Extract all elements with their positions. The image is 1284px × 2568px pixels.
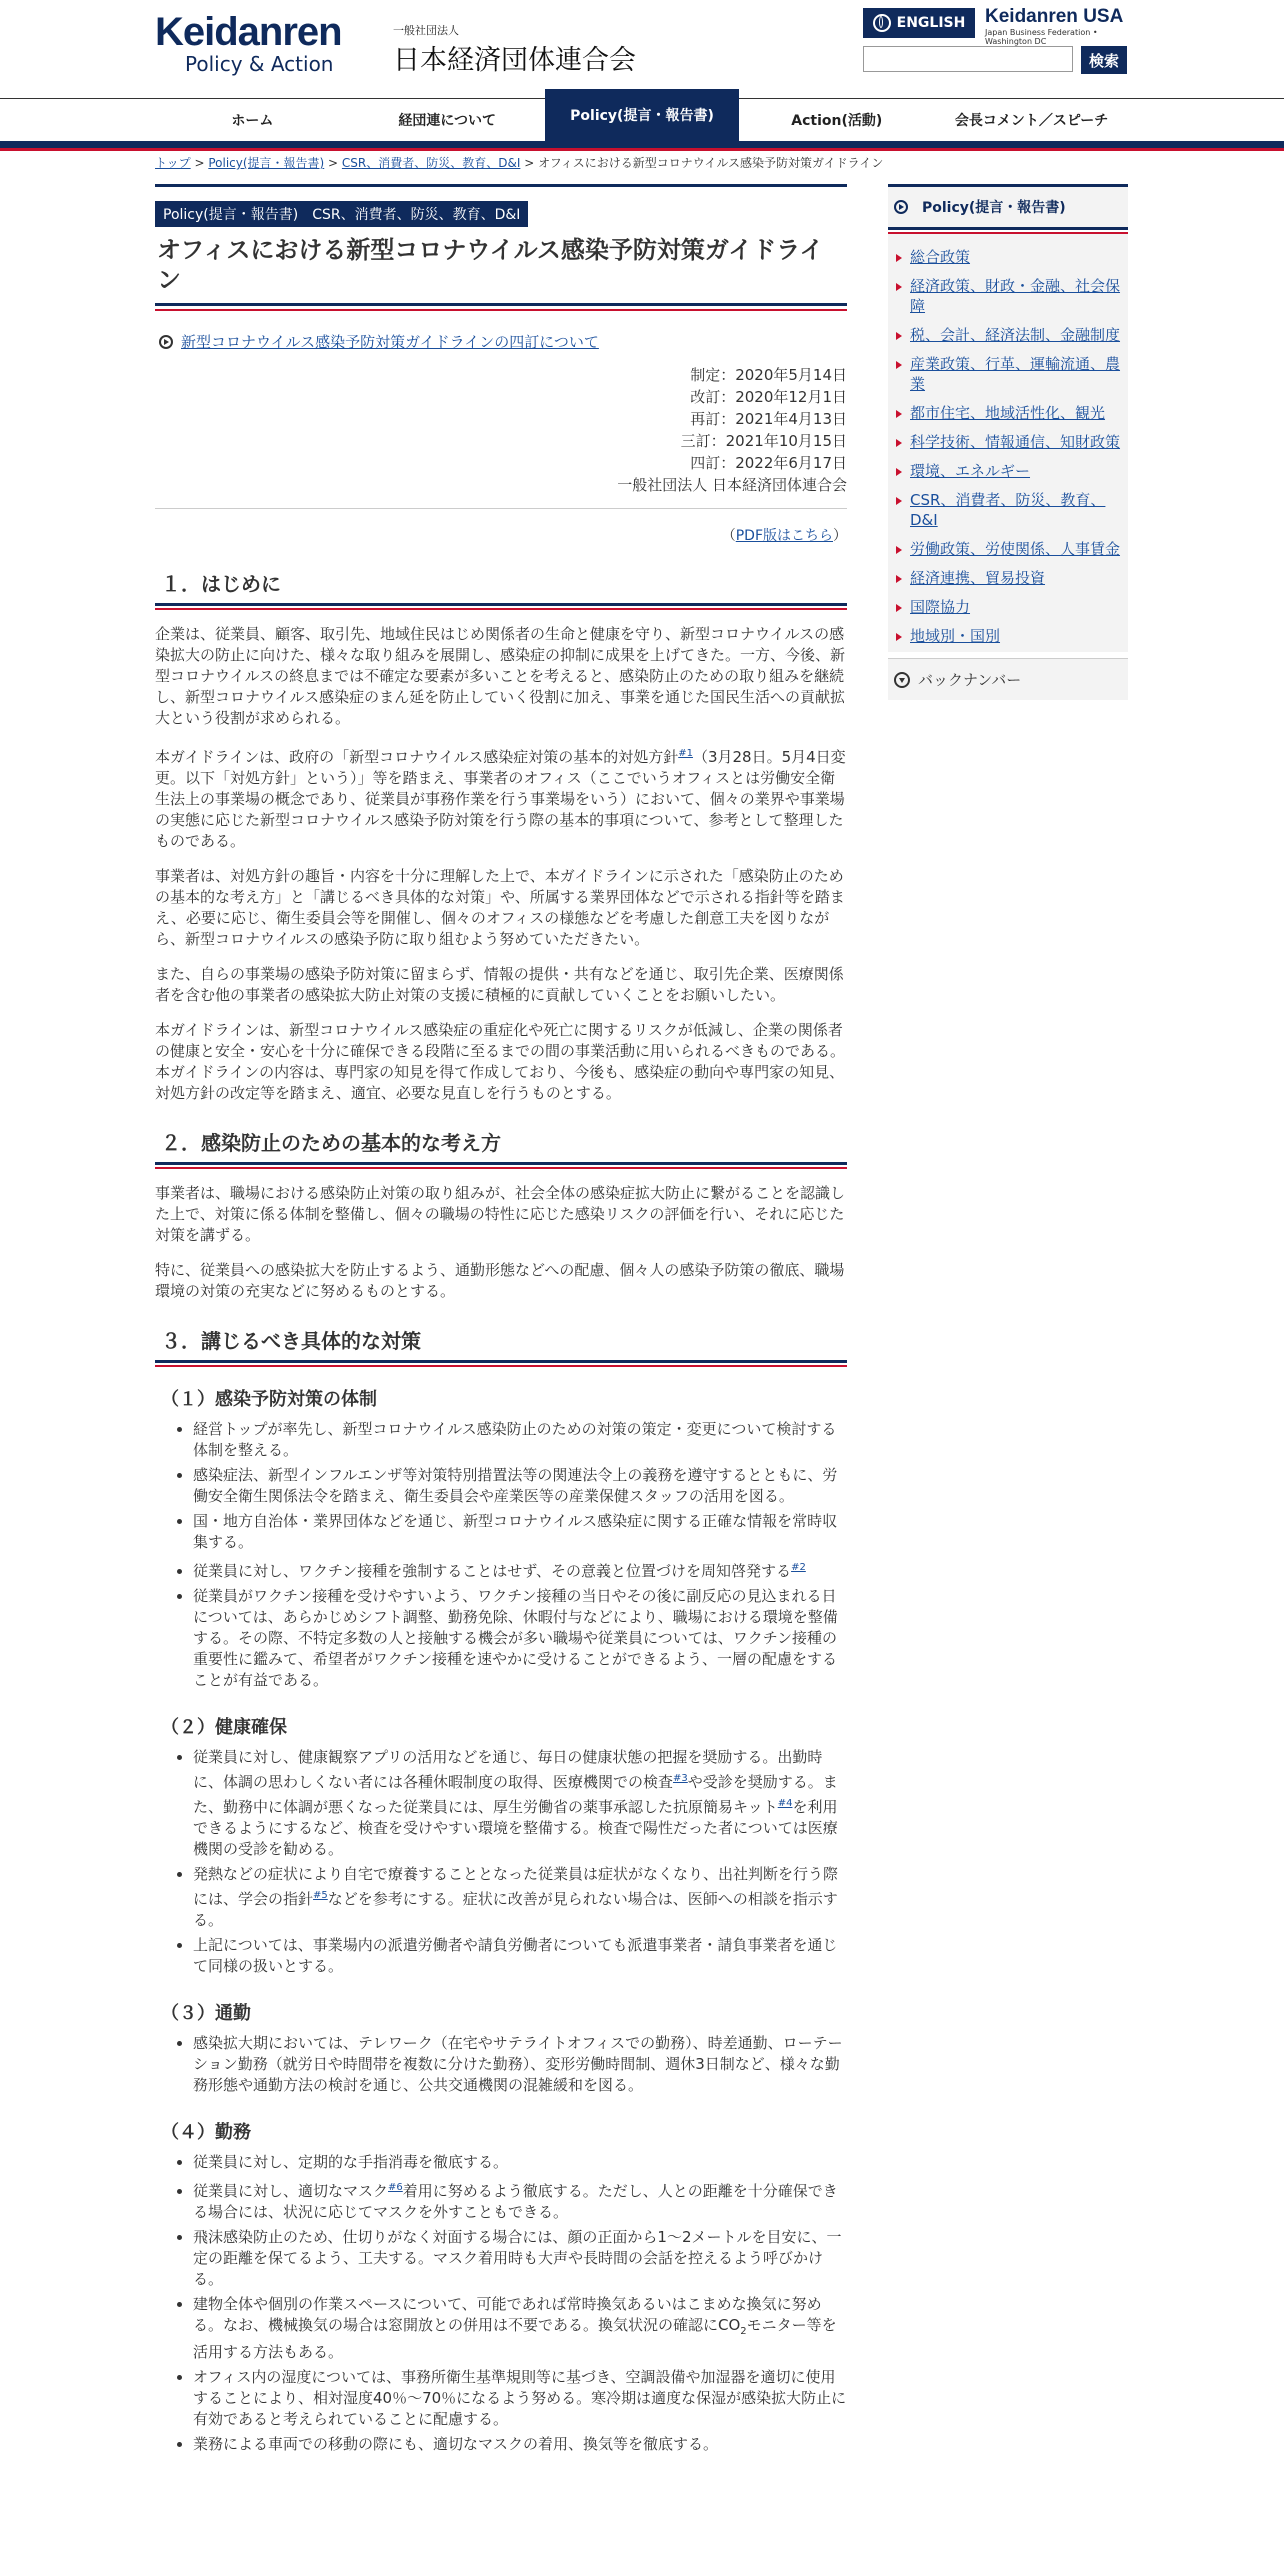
list-item: • 経営トップが率先し、新型コロナウイルス感染防止のための対策の策定・変更について検討する体制を整える。 [193,1419,847,1461]
header [155,0,1129,98]
sidebar-title[interactable]: Policy(提言・報告書) [888,184,1128,227]
section-1-title: １．はじめに [161,572,281,596]
page-title: オフィスにおける新型コロナウイルス感染予防対策ガイドライン [157,236,824,294]
jp-logo-big: 日本経済団体連合会 [393,45,636,76]
triangle-bullet-icon [896,546,902,554]
triangle-bullet-icon [896,410,902,418]
breadcrumb-policy[interactable]: Policy(提言・報告書) [208,156,325,170]
dates-block [155,364,847,496]
main-content [155,184,847,2467]
list-item: • 業務による車両での移動の際にも、適切なマスクの着用、換気等を徹底する。 [193,2434,847,2455]
list-item: • 従業員に対し、健康観察アプリの活用などを通じ、毎日の健康状態の把握を奨励する。出勤時に、体調の思わしくない者には各種休暇制度の取得、医療機関での検査$^{\#3}$や受診を奨励する。また、勤務中に体調が悪くなった従業員には、厚生労働省の薬事承認した抗原簡易キット$^{\#4}$を利用できるようにするなど、検査を受けやすい環境を整備する。検査で陽性だった者については医療機関の受診を勧める。 [193,1747,847,1860]
list-item: • オフィス内の湿度については、事務所衛生基準規則等に基づき、空調設備や加湿器を適切に使用することにより、相対湿度40％～70％になるよう努める。寒冷期は適度な保湿が感染拡大防止に有効であると考えられていることに配慮する。 [193,2367,847,2430]
sidebar-item[interactable]: 地域別・国別 [888,623,1128,652]
search-button[interactable]: 検索 [1081,46,1127,74]
triangle-bullet-icon [896,633,902,641]
backnumber-button[interactable]: バックナンバー [888,658,1128,700]
sidebar-item[interactable]: CSR、消費者、防災、教育、D&I [888,487,1128,536]
keidanren-logo[interactable] [155,12,342,76]
sidebar-item[interactable]: 税、会計、経済法制、金融制度 [888,322,1128,351]
paragraph: 企業は、従業員、顧客、取引先、地域住民はじめ関係者の生命と健康を守り、新型コロナウイルスの感染拡大の防止に向けた、様々な取り組みを展開し、感染症の抑制に成果を上げてきた。一方、今後、新型コロナウイルスの終息までは不確定な要素が多いことを考えると、感染防止のための取り組みを継続し、新型コロナウイルス感染症のまん延を防止していく役割に加え、事業を通じた国民生活への貢献拡大という役割が求められる。 [155,625,846,727]
sidebar-item[interactable]: 都市住宅、地域活性化、観光 [888,400,1128,429]
pdf-link[interactable]: PDF版はこちら [735,528,833,544]
nav-policy[interactable]: Policy(提言・報告書) [545,89,740,141]
list [155,1747,847,1977]
paragraph: 特に、従業員への感染拡大を防止するよう、通勤形態などへの配慮、個々人の感染予防策の徹底、職場環境の対策の充実などに努めるものとする。 [155,1261,845,1300]
triangle-bullet-icon [896,361,902,369]
date-revised-1: 改訂：2020年12月1日 [690,388,847,406]
globe-icon [873,14,891,32]
revision-link[interactable]: 新型コロナウイルス感染予防対策ガイドラインの四訂について [181,333,599,351]
sidebar-item[interactable]: 労働政策、労使関係、人事賃金 [888,536,1128,565]
sidebar-item[interactable]: 総合政策 [888,244,1128,273]
date-revised-3: 三訂：2021年10月15日 [680,432,847,450]
paragraph: 本ガイドラインは、政府の「新型コロナウイルス感染症対策の基本的対処方針$^{\#1}$（3月28日。5月4日変更。以下「対処方針」という）」等を踏まえ、事業者のオフィス（ここでいうオフィスとは労働安全衛生法上の事業場の概念であり、従業員が事務作業を行う事業場をいう）において、個々の業界や事業場の実態に応じた新型コロナウイルス感染予防対策を行う際の基本的事項について、参考として整理したものである。 [155,748,846,850]
breadcrumb: トップ > Policy(提言・報告書) > CSR、消費者、防災、教育、D&I > オフィスにおける新型コロナウイルス感染予防対策ガイドライン [155,156,884,170]
breadcrumb-csr[interactable]: CSR、消費者、防災、教育、D&I [341,156,521,170]
breadcrumb-top[interactable]: トップ [155,156,191,170]
list-item: • 建物全体や個別の作業スペースについて、可能であれば常時換気あるいはこまめな換気に努める。なお、機械換気の場合は窓開放との併用は不要である。換気状況の確認に$CO_2$モニター等を活用する方法もある。 [193,2294,847,2363]
pdf-row: （PDF版はこちら） [721,528,847,544]
triangle-bullet-icon [896,439,902,447]
usa-title: Keidanren USA [985,6,1124,27]
paragraph: 本ガイドラインは、新型コロナウイルス感染症の重症化や死亡に関するリスクが低減し、企業の関係者の健康と安全・安心を十分に確保できる段階に至るまでの間の事業活動に用いられるべきものである。本ガイドラインの内容は、専門家の知見を得て作成しており、今後も、感染症の動向や専門家の知見、対処方針の改定等を踏まえ、適宜、必要な見直しを行うものとする。 [155,1021,846,1102]
list-item: • 発熱などの症状により自宅で療養することとなった従業員は症状がなくなり、出社判断を行う際には、学会の指針$^{\#5}$などを参考にする。症状に改善が見られない場合は、医師への相談を指示する。 [193,1864,847,1931]
list-item: • 従業員に対し、ワクチン接種を強制することはせず、その意義と位置づけを周知啓発する$^{\#2}$ [193,1557,847,1582]
nav-home[interactable]: ホーム [231,113,274,129]
date-revised-4: 四訂：2022年6月17日 [690,454,847,472]
author: 一般社団法人 日本経済団体連合会 [617,476,847,494]
jp-logo-small: 一般社団法人 [393,24,459,37]
triangle-bullet-icon [896,575,902,583]
nav-about[interactable]: 経団連について [398,113,497,129]
footnote-link[interactable]: #1 [678,748,693,759]
list-item: • 従業員に対し、定期的な手指消毒を徹底する。 [193,2152,847,2173]
triangle-bullet-icon [896,254,902,262]
triangle-bullet-icon [896,332,902,340]
triangle-bullet-icon [896,497,902,505]
nav-red-rule [0,148,1284,151]
logo-main-text: Keidanren [155,10,342,54]
triangle-bullet-icon [896,283,902,291]
list-item: • 感染拡大期においては、テレワーク（在宅やサテライトオフィスでの勤務）、時差通勤、ローテーション勤務（就労日や時間帯を複数に分けた勤務）、変形労働時間制、週休3日制など、様々な勤務形態や通勤方法の検討を通じ、公共交通機関の混雑緩和を図る。 [193,2033,847,2096]
list [155,1419,847,1691]
date-revised-2: 再訂：2021年4月13日 [690,410,847,428]
footnote-link[interactable]: #6 [388,2182,403,2193]
section-2-title: ２．感染防止のための基本的な考え方 [161,1131,501,1155]
paragraph: 事業者は、対処方針の趣旨・内容を十分に理解した上で、本ガイドラインに示された「感染防止のための基本的な考え方」と「講じるべき具体的な対策」や、所属する業界団体などで示される指針等を踏まえ、必要に応じ、衛生委員会等を開催し、個々のオフィスの様態などを考慮した創意工夫を図りながら、新型コロナウイルスの感染予防に取り組むよう努めていただきたい。 [155,867,845,948]
sidebar-item[interactable]: 産業政策、行革、運輸流通、農業 [888,351,1128,400]
footnote-link[interactable]: #5 [313,1890,328,1901]
list-item: • 国・地方自治体・業界団体などを通じ、新型コロナウイルス感染症に関する正確な情報を常時収集する。 [193,1511,847,1553]
category-label: Policy(提言・報告書) CSR、消費者、防災、教育、D&I [155,201,528,227]
list-item: • 従業員がワクチン接種を受けやすいよう、ワクチン接種の当日やその後に副反応の見込まれる日については、あらかじめシフト調整、勤務免除、休暇付与などにより、職場における環境を整備する。その際、不特定多数の人と接触する機会が多い職場や従業員については、ワクチン接種の重要性に鑑みて、希望者がワクチン接種を速やかに受けることができるよう、一層の配慮をすることが有益である。 [193,1586,847,1691]
subsection-3-title: （３）通勤 [161,2003,251,2024]
subsection-1-title: （１）感染予防対策の体制 [161,1389,377,1410]
jp-org-logo[interactable] [393,22,636,77]
english-label: ENGLISH [896,15,966,31]
english-button[interactable] [863,8,975,38]
revision-link-row [159,331,847,352]
chevron-down-circle-icon [894,672,910,688]
nav-comments[interactable]: 会長コメント／スピーチ [954,113,1109,129]
list-item: • 感染症法、新型インフルエンザ等対策特別措置法等の関連法令上の義務を遵守するとともに、労働安全衛生関係法令を踏まえ、衛生委員会や産業医等の産業保健スタッフの活用を図る。 [193,1465,847,1507]
subsection-2-title: （２）健康確保 [161,1717,287,1738]
sidebar-item[interactable]: 国際協力 [888,594,1128,623]
footnote-link[interactable]: #4 [777,1798,793,1809]
sidebar-item[interactable]: 経済連携、貿易投資 [888,565,1128,594]
global-nav [0,98,1284,148]
arrow-circle-icon [159,335,173,349]
nav-action[interactable]: Action(活動) [791,113,883,129]
subsection-4-title: （４）勤務 [161,2122,251,2143]
footnote-link[interactable]: #3 [673,1773,688,1784]
sidebar-item[interactable]: 科学技術、情報通信、知財政策 [888,429,1128,458]
sidebar-item[interactable]: 経済政策、財政・金融、社会保障 [888,273,1128,322]
triangle-bullet-icon [896,468,902,476]
sidebar [888,184,1128,700]
footnote-link[interactable]: #2 [791,1562,806,1573]
search-input[interactable] [863,46,1073,72]
breadcrumb-current: オフィスにおける新型コロナウイルス感染予防対策ガイドライン [538,156,884,170]
triangle-bullet-icon [896,604,902,612]
date-established: 制定：2020年5月14日 [690,366,847,384]
list-item: • 従業員に対し、適切なマスク$^{\#6}$着用に努めるよう徹底する。ただし、人との距離を十分確保できる場合には、状況に応じてマスクを外すこともできる。 [193,2177,847,2223]
logo-sub-text: Policy & Action [185,52,334,76]
paragraph: また、自らの事業場の感染予防対策に留まらず、情報の提供・共有などを通じ、取引先企業、医療関係者を含む他の事業者の感染拡大防止対策の支援に積極的に貢献していくことをお願いしたい。 [155,965,844,1004]
section-3-title: ３．講じるべき具体的な対策 [161,1329,421,1353]
sidebar-item[interactable]: 環境、エネルギー [888,458,1128,487]
sidebar-list [888,234,1128,652]
list [155,2033,847,2096]
usa-sub: Japan Business Federation • Washington DC [985,28,1098,46]
list-item: • 飛沫感染防止のため、仕切りがなく対面する場合には、顔の正面から1～2メートルを目安に、一定の距離を保てるよう、工夫する。マスク着用時も大声や長時間の会話を控えるよう呼びかける。 [193,2227,847,2290]
list [155,2152,847,2455]
arrow-circle-icon [894,200,908,214]
list-item: • 上記については、事業場内の派遣労働者や請負労働者についても派遣事業者・請負事業者を通じて同様の扱いとする。 [193,1935,847,1977]
paragraph: 事業者は、職場における感染防止対策の取り組みが、社会全体の感染症拡大防止に繋がることを認識した上で、対策に係る体制を整備し、個々の職場の特性に応じた感染リスクの評価を行い、それに応じた対策を講ずる。 [155,1184,846,1244]
keidanren-usa-link[interactable] [985,6,1129,46]
